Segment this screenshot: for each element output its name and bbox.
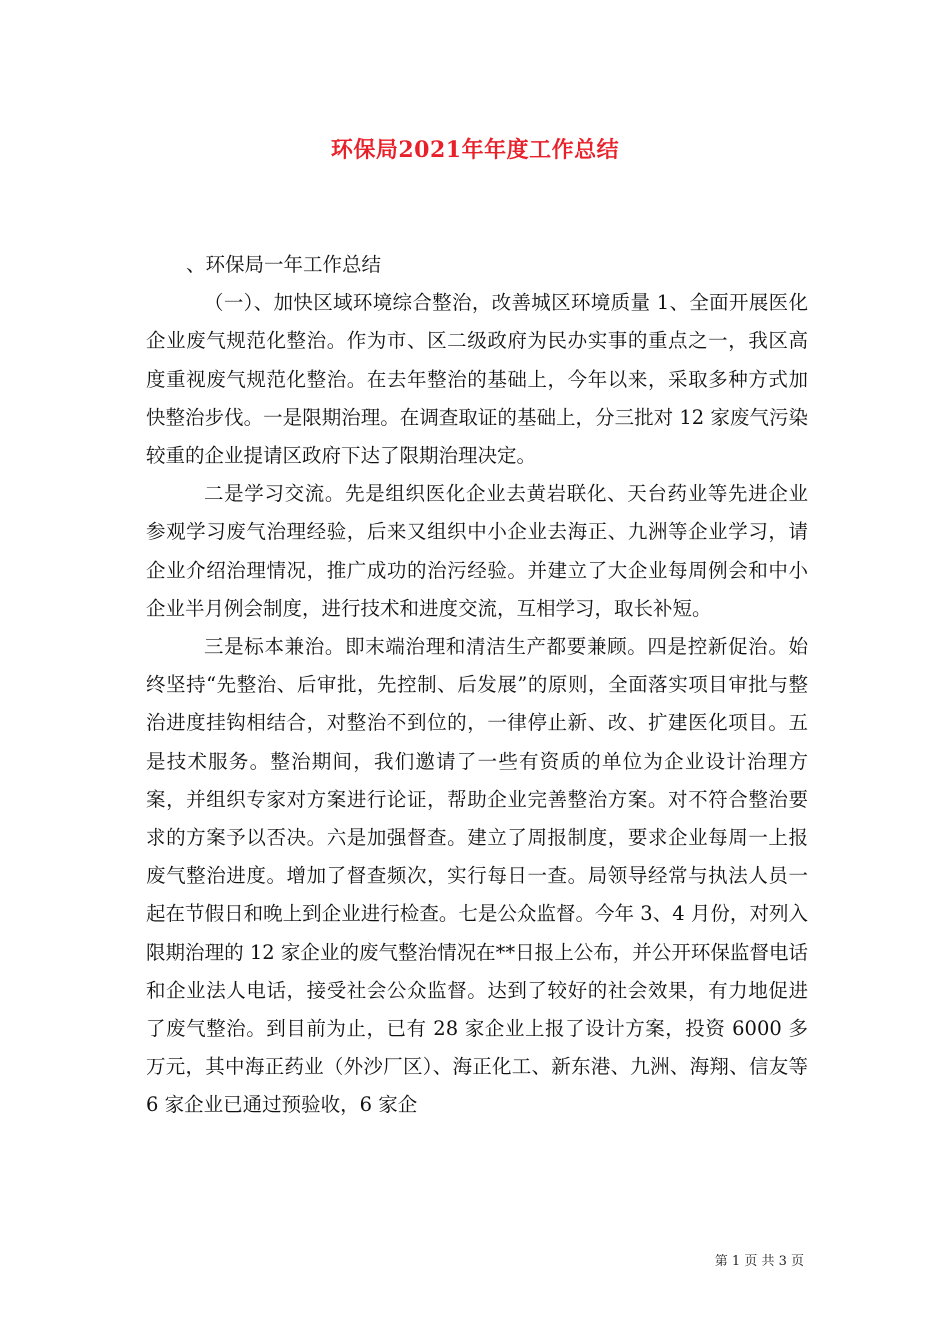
paragraph-2: 二是学习交流。先是组织医化企业去黄岩联化、天台药业等先进企业参观学习废气治理经验，后来又组织中小企业去海正、九洲等企业学习，请企业介绍治理情况，推广成功的治污经验。并建立了大企业每周例会和中小企业半月例会制度，进行技术和进度交流，互相学习，取长补短。 (146, 482, 808, 620)
page-number: 第 1 页 共 3 页 (714, 1254, 804, 1269)
paragraph-3: 三是标本兼治。即末端治理和清洁生产都要兼顾。四是控新促治。始终坚持“先整治、后审批，先控制、后发展”的原则，全面落实项目审批与整治进度挂钩相结合，对整治不到位的，一律停止新、改、扩建医化项目。五是技术服务。整治期间，我们邀请了一些有资质的单位为企业设计治理方案，并组织专家对方案进行论证，帮助企业完善整治方案。对不符合整治要求的方案予以否决。六是加强督查。建立了周报制度，要求企业每周一上报废气整治进度。增加了督查频次，实行每日一查。局领导经常与执法人员一起在节假日和晚上到企业进行检查。七是公众监督。今年 3、4 月份，对列入限期治理的 12 家企业的废气整治情况在**日报上公布，并公开环保监督电话和企业法人电话，接受社会公众监督。达到了较好的社会效果，有力地促进了废气整治。到目前为止，已有 28 家企业上报了设计方案，投资 6000 多万元，其中海正药业（外沙厂区）、海正化工、新东港、九洲、海翔、信友等 6 家企业已通过预验收，6 家企 (146, 635, 808, 1117)
section-heading: 、环保局一年工作总结 (186, 253, 382, 276)
paragraph-1: （一）、加快区域环境综合整治，改善城区环境质量 1、全面开展医化企业废气规范化整治。作为市、区二级政府为民办实事的重点之一，我区高度重视废气规范化整治。在去年整治的基础上，今年以来，采取多种方式加快整治步伐。一是限期治理。在调查取证的基础上，分三批对 12 家废气污染较重的企业提请区政府下达了限期治理决定。 (146, 291, 808, 468)
document-body (146, 246, 808, 1125)
document-title: 环保局2021年年度工作总结 (330, 137, 620, 163)
